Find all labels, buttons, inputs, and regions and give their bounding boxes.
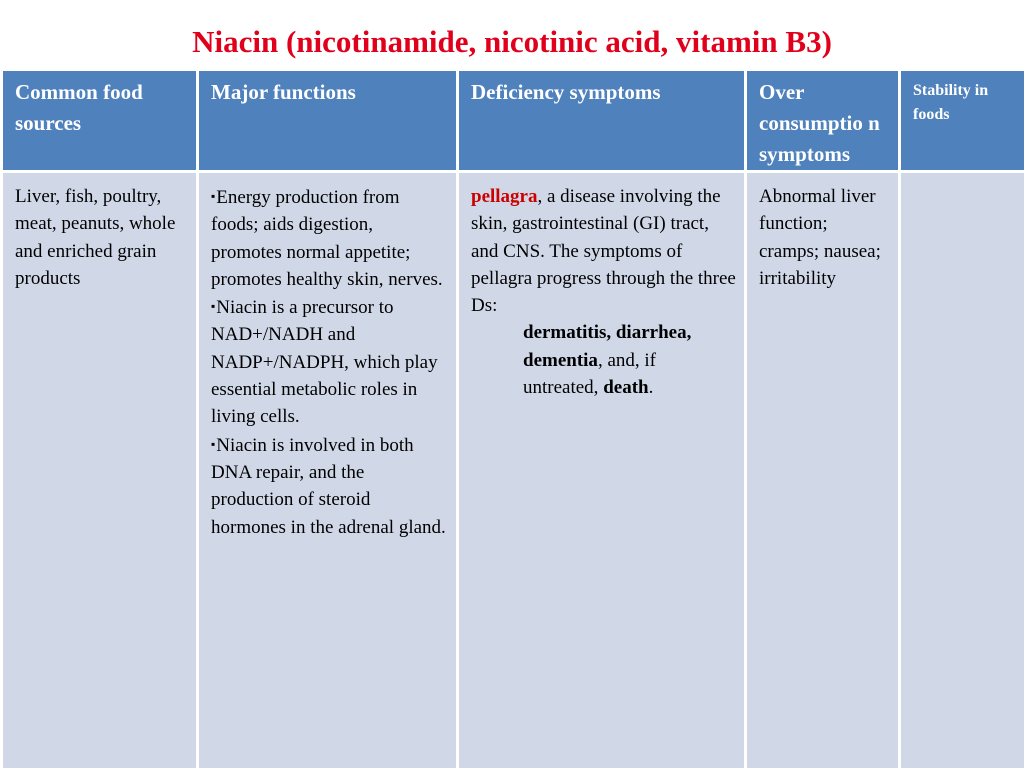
cell-stability xyxy=(901,173,1024,768)
header-over-consumption: Over consumptio n symptoms xyxy=(747,71,898,170)
function-item: ▪Niacin is involved in both DNA repair, and the production of steroid hormones in the adrenal gland. xyxy=(211,434,446,538)
header-food-sources: Common food sources xyxy=(3,71,196,170)
function-item: ▪Niacin is a precursor to NAD+/NADH and NADP+/NADPH, which play essential metabolic roles in living cells. xyxy=(211,297,438,428)
header-major-functions: Major functions xyxy=(199,71,456,170)
over-consumption-text: Abnormal liver function; cramps; nausea; irritability xyxy=(759,186,881,289)
header-stability: Stability in foods xyxy=(901,71,1024,170)
deficiency-text: pellagra, a disease involving the skin, gastrointestinal (GI) tract, and CNS. The symptoms of pellagra progress through the three Ds: xyxy=(471,186,736,317)
bullet-icon: ▪ xyxy=(211,436,216,451)
cell-deficiency-symptoms xyxy=(459,173,744,768)
bullet-icon: ▪ xyxy=(211,189,216,203)
food-sources-text: Liver, fish, poultry, meat, peanuts, whole and enriched grain products xyxy=(15,186,176,289)
cell-major-functions xyxy=(199,173,456,768)
function-item: ▪Energy production from foods; aids digestion, promotes normal appetite; promotes healthy skin, nerves. xyxy=(211,187,443,290)
cell-over-consumption xyxy=(747,173,898,768)
cell-food-sources xyxy=(3,173,196,768)
niacin-table xyxy=(0,68,1024,768)
bullet-icon: ▪ xyxy=(211,299,216,314)
pellagra-term: pellagra xyxy=(471,186,538,207)
header-deficiency-symptoms: Deficiency symptoms xyxy=(459,71,744,170)
slide-title: Niacin (nicotinamide, nicotinic acid, vitamin B3) xyxy=(192,24,832,59)
three-ds-text: dermatitis, diarrhea, dementia, and, if untreated, death. xyxy=(523,322,692,399)
